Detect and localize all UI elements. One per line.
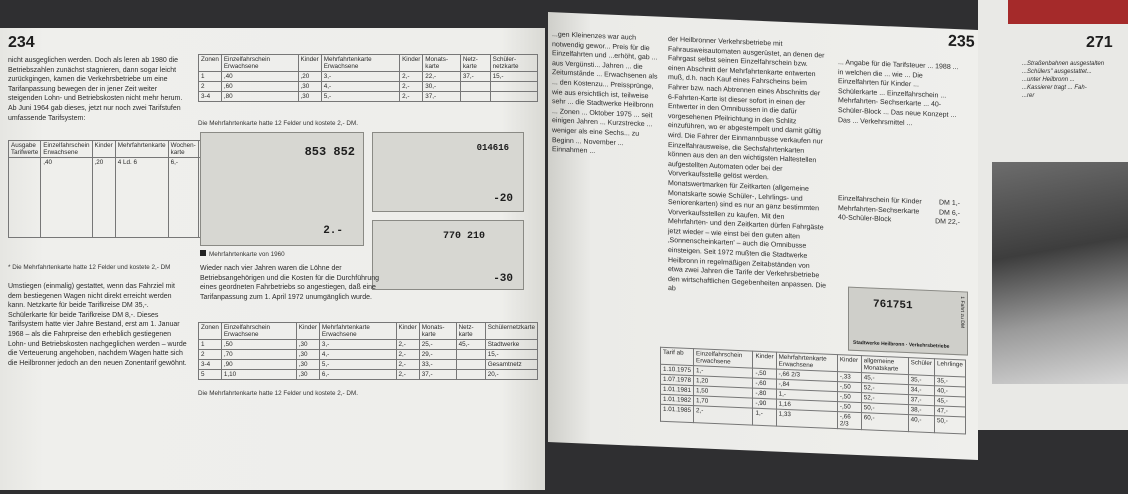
table-cell: ,20 bbox=[92, 158, 115, 238]
table-cell: 3,- bbox=[319, 340, 396, 350]
ticket-child-ride bbox=[372, 220, 524, 290]
col-header: Schüler bbox=[908, 358, 934, 376]
table-cell: 35,- bbox=[908, 375, 934, 386]
table-cell bbox=[490, 92, 537, 102]
table-cell bbox=[460, 82, 490, 92]
table-cell: 4 Ld. 6 bbox=[115, 158, 168, 238]
table-cell: 1,50 bbox=[694, 386, 753, 398]
ticket-single-ride bbox=[372, 132, 524, 212]
right-column-2-text: der Heilbronner Verkehrsbetriebe mit Fahrausweisautomaten ausgerüstet, an denen der Fahrgast selbst seinen Einzelfahrschein bzw. einen Abschnitt der Mehrfahrtenkarte entwerten muß, d.h. nach Kauf eines Fahrscheins beim Fahrer bzw. nach Abtrennen eines Abschnitts der 6-Fahrten-Karte ist dieser sofort in einen der Entwerter in den Omnibussen in die dafür vorgesehenen Pfeilrichtung in den Schlitz einzuführen, wo er abgestempelt und damit gültig wird. Die Fahrer der Einmannbusse verkaufen nur Einzelfahrausweise, die Sechsfahrtenkarten können aus den an den wichtigsten Haltestellen aufgestellten Automaten oder bei der Vorverkaufsstelle gelöst werden. Monatswertmarken für Zeitkarten (allgemeine Monatskarte sowie Schüler-, Lehrlings- und Seniorenkarten) sind es nur an ganz bestimmten Vorverkaufsstellen zu kaufen. Mit den Mehrfahrten- und den Zeitkarten dürfen Fahrgäste jetzt wieder – wie einst bei den guten alten ‚Sonnenscheinkarten' – auch die Omnibusse einsteigen. Seit 1972 mußten die Stadtwerke Heilbronn in regelmäßigen Zeitabständen von etwa zwei Jahren die Tarife der Verkehrsbetriebe den wirtschaftlichen Gegebenheiten anpassen. Die ab bbox=[668, 36, 826, 293]
red-photo-strip bbox=[1008, 0, 1128, 24]
col-header: Schüler-netzkarte bbox=[490, 55, 537, 72]
table-cell: 1 bbox=[199, 340, 222, 350]
price-label: Einzelfahrschein für Kinder bbox=[838, 195, 922, 206]
table-cell: 40,- bbox=[935, 386, 966, 397]
col-header: Kinder bbox=[298, 55, 321, 72]
table-cell: ,40 bbox=[221, 72, 298, 82]
right-book-page bbox=[548, 12, 978, 460]
table-cell: 1,10 bbox=[221, 370, 296, 380]
table-cell: -,50 bbox=[837, 402, 861, 413]
table-cell: 1.01.1985 bbox=[661, 404, 694, 422]
tariff-table-1968 bbox=[198, 54, 538, 102]
table-cell: Stadtwerke bbox=[485, 340, 537, 350]
table-cell bbox=[456, 360, 485, 370]
caption-line: ...unter Heilbronn ... bbox=[1022, 77, 1075, 83]
col-header: Wochen-karte bbox=[168, 141, 198, 158]
col-header: Einzelfahrschein Erwachsene bbox=[41, 141, 92, 158]
tariff-table-1975-1985 bbox=[660, 347, 966, 435]
ticket-serial-number: 770 210 bbox=[443, 231, 486, 242]
table-cell: 47,- bbox=[935, 406, 966, 417]
table-cell: 1.07.1978 bbox=[661, 374, 694, 385]
table-cell: 4,- bbox=[321, 82, 399, 92]
table-row bbox=[199, 340, 538, 350]
table-cell: 29,- bbox=[419, 350, 456, 360]
col-header: Zonen bbox=[199, 55, 222, 72]
right-column-1-text: ...gen Kleinenzes war auch notwendig gewor... Preis für die Einzelfahrten und ...erhöht, gab ... aus Vergünsti... Jahren ... die Zeitumstände ... Erwachsenen als ... den Kostenzu... Preissprünge, wie aus ersichtlich ist, teilweise sehr ... die Stadtwerke Heilbronn ... Zonen ... Oktober 1975 ... seit einigen Jahren ... Kurzstrecke ... weniger als eine Sechs... zu Beginn ... November ... Einnahmen ... bbox=[552, 31, 658, 156]
table-cell: 60,- bbox=[861, 413, 908, 432]
table-caption: Die Mehrfahrtenkarte hatte 12 Felder und kostete 2,- DM. bbox=[198, 120, 358, 127]
tariff-table-1972 bbox=[198, 322, 538, 380]
table-cell: 38,- bbox=[908, 405, 934, 416]
col-header: Mehrfahrtenkarte Erwachsene bbox=[776, 352, 837, 372]
table-row bbox=[199, 92, 538, 102]
table-cell: 3,- bbox=[321, 72, 399, 82]
table-cell: 3-4 bbox=[199, 92, 222, 102]
table-cell: 1,- bbox=[753, 408, 776, 426]
table-cell: 37,- bbox=[423, 92, 461, 102]
col-header: Mehrfahrtenkarte Erwachsene bbox=[321, 55, 399, 72]
ticket-caption bbox=[200, 250, 285, 258]
table-cell: 2,- bbox=[400, 72, 423, 82]
table-cell: 52,- bbox=[861, 383, 908, 395]
table-cell: ,30 bbox=[296, 350, 319, 360]
col-header: Kinder bbox=[92, 141, 115, 158]
table-cell: 5 bbox=[199, 370, 222, 380]
tram-conductor-photo bbox=[992, 162, 1128, 384]
table-cell: 40,- bbox=[908, 415, 934, 433]
ticket-price: 2.- bbox=[323, 225, 343, 237]
left-book-page bbox=[0, 28, 545, 490]
table-cell: 3-4 bbox=[199, 360, 222, 370]
col-header: Mehrfahrtenkarte bbox=[115, 141, 168, 158]
table-cell: 1,70 bbox=[694, 396, 753, 408]
ticket-1985 bbox=[848, 287, 968, 356]
ticket-serial-number: 761751 bbox=[873, 298, 913, 313]
table-cell bbox=[456, 350, 485, 360]
ticket-price: -30 bbox=[493, 273, 513, 285]
table-cell: 22,- bbox=[423, 72, 461, 82]
col-header: Ausgabe Tarifwerte bbox=[9, 141, 41, 158]
table-cell: 2 bbox=[199, 82, 222, 92]
table-cell: 2,- bbox=[400, 92, 423, 102]
table-cell: 1,33 bbox=[776, 409, 837, 429]
col-header: Kinder bbox=[753, 351, 776, 369]
table-cell: 1,16 bbox=[776, 399, 837, 412]
table-footnote: * Die Mehrfahrtenkarte hatte 12 Felder und kostete 2,- DM bbox=[8, 264, 171, 271]
table-cell: ,30 bbox=[298, 82, 321, 92]
price-label: Mehrfahrten-Sechserkarte bbox=[838, 204, 920, 216]
table-cell: Gesamtnetz bbox=[485, 360, 537, 370]
table-cell: 20,- bbox=[485, 370, 537, 380]
ticket-serial-number: 853 852 bbox=[304, 145, 355, 159]
caption-line: ...Schülers" ausgestattet... bbox=[1022, 69, 1092, 75]
table-cell: ,30 bbox=[296, 360, 319, 370]
page-number-back: 271 bbox=[1086, 34, 1113, 51]
table-cell: 37,- bbox=[908, 395, 934, 406]
col-header: Zonen bbox=[199, 323, 222, 340]
table-cell: 1,- bbox=[694, 366, 753, 378]
col-header: Einzelfahrschein Erwachsene bbox=[221, 323, 296, 340]
table-cell: 2,- bbox=[396, 340, 419, 350]
table-cell: 2,- bbox=[400, 82, 423, 92]
table-cell: -,33 bbox=[837, 372, 861, 383]
col-header: Monats-karte bbox=[419, 323, 456, 340]
table-cell: 50,- bbox=[935, 416, 966, 434]
table-cell: 35,- bbox=[935, 376, 966, 387]
price-value: DM 22,- bbox=[935, 218, 960, 227]
table-cell bbox=[456, 370, 485, 380]
ticket-caption-text: Mehrfahrtenkarte von 1960 bbox=[209, 251, 285, 258]
table-cell: ,90 bbox=[221, 360, 296, 370]
table-cell: ,50 bbox=[221, 340, 296, 350]
table-cell: ,30 bbox=[298, 92, 321, 102]
table-cell: 5,- bbox=[321, 92, 399, 102]
table-cell: 34,- bbox=[908, 385, 934, 396]
ticket-multi-ride-1960 bbox=[200, 132, 364, 246]
table-cell bbox=[9, 158, 41, 238]
table-cell: 1,- bbox=[776, 389, 837, 402]
ticket-price: -20 bbox=[493, 193, 513, 205]
col-header: allgemeine Monatskarte bbox=[861, 356, 908, 375]
page-number-left: 234 bbox=[8, 34, 35, 51]
caption-line: ...Kassierer tragt ... Fah- bbox=[1022, 85, 1087, 91]
table-cell: -,90 bbox=[753, 398, 776, 409]
table-cell: -,80 bbox=[753, 388, 776, 399]
table-cell: 2,- bbox=[396, 350, 419, 360]
right-column-3-text: ... Angabe für die Tarifsteuer ... 1988 ... in welchen die ... wie ... Die Einzelfahrten für Kinder ... Schülerkarte ... Einzelfahrschein ... Mehrfahrten- Sechserkarte ... 40-Schüler-Block ... Das neue Konzept ... Das ... Verkehrsmittel ... bbox=[838, 59, 959, 127]
table-cell: 2,- bbox=[694, 406, 753, 425]
table-cell: 1.01.1982 bbox=[661, 394, 694, 405]
table-row bbox=[199, 72, 538, 82]
table-cell: 6,- bbox=[168, 158, 198, 238]
table-row bbox=[199, 350, 538, 360]
tariff-table-1964 bbox=[8, 140, 227, 238]
back-book-page bbox=[978, 0, 1128, 430]
table-cell: 2,- bbox=[396, 370, 419, 380]
table-cell: 15,- bbox=[490, 72, 537, 82]
table-cell: 45,- bbox=[861, 373, 908, 385]
left-column-intro-text: nicht ausgeglichen werden. Doch als leren ab 1980 die Betriebszahlen zunächst stagnieren, dann sogar leicht zurückgingen, kamen die Verkehrsbetriebe um eine Tarifanpassung bewegen der in jener Zeit weiter steigenden Lohn- und Betriebskosten nicht mehr herum. Ab Juni 1964 gab dieses, jetzt nur noch zwei Tarifstufen umfassende Tarifsystem: bbox=[8, 57, 183, 122]
table-cell: 1.10.1975 bbox=[661, 364, 694, 375]
table-cell bbox=[490, 82, 537, 92]
col-header: Schülernetzkarte bbox=[485, 323, 537, 340]
ticket-side-label: 1 Fahrt zu DM bbox=[959, 296, 965, 329]
table-cell: ,30 bbox=[296, 340, 319, 350]
page-number-right: 235 bbox=[948, 32, 975, 51]
table-cell: 1.01.1981 bbox=[661, 384, 694, 395]
table-cell: -,60 bbox=[753, 378, 776, 389]
table-cell: -,84 bbox=[776, 379, 837, 392]
table-cell bbox=[460, 92, 490, 102]
table-cell: 4,- bbox=[319, 350, 396, 360]
price-label: 40-Schüler-Block bbox=[838, 214, 892, 224]
table-cell: ,60 bbox=[221, 82, 298, 92]
col-header: Kinder bbox=[396, 323, 419, 340]
ticket-company-label: Stadtwerke Heilbronn · Verkehrsbetriebe bbox=[853, 339, 950, 350]
table-cell: -,66 2/3 bbox=[776, 369, 837, 382]
table-cell: ,80 bbox=[221, 92, 298, 102]
table-cell: 37,- bbox=[419, 370, 456, 380]
table-cell: ,70 bbox=[221, 350, 296, 360]
table-cell: 50,- bbox=[861, 403, 908, 415]
col-header: Tarif ab bbox=[661, 347, 694, 365]
table-cell: 15,- bbox=[485, 350, 537, 360]
table-cell: -,66 2/3 bbox=[837, 412, 861, 430]
table-cell: ,30 bbox=[296, 370, 319, 380]
table-cell: -,50 bbox=[837, 382, 861, 393]
col-header: Kinder bbox=[400, 55, 423, 72]
table-cell: 2 bbox=[199, 350, 222, 360]
table-cell: 2,- bbox=[396, 360, 419, 370]
left-column-text-continued: Umstiegen (einmalig) gestattet, wenn das Fahrziel mit dem bestiegenen Wagen nicht direkt erreicht werden kann. Netzkarte für beide Tarifkreise DM 35,-. Schülerkarte für beide Tarifkreise DM 8,-. Dieses Tarifsystem hatte vier Jahre Bestand, erst am 1. Januar 1968 – als die Fahrpreise den erheblich gestiegenen Lohn- und Betriebskosten nachgeglichen werden – wurde die Verteuerung angehoben, nachdem Wagen hatte sich die Heilbronner jedoch an den neuen Zonentarif gewöhnt. bbox=[8, 283, 187, 367]
price-list bbox=[838, 194, 960, 228]
table-cell: 33,- bbox=[419, 360, 456, 370]
col-header: Kinder bbox=[837, 355, 861, 373]
table-cell: 45,- bbox=[935, 396, 966, 407]
col-header: Lehrlinge bbox=[935, 359, 966, 377]
table-cell: 30,- bbox=[423, 82, 461, 92]
table-cell: 5,- bbox=[319, 360, 396, 370]
caption-line: ...Straßenbahnen ausgestalten bbox=[1022, 61, 1105, 67]
price-value: DM 1,- bbox=[939, 199, 960, 208]
table-cell: -,50 bbox=[837, 392, 861, 403]
ticket-serial-number: 014616 bbox=[476, 143, 509, 153]
table-row bbox=[199, 82, 538, 92]
table-row bbox=[199, 370, 538, 380]
caption-marker-icon bbox=[200, 250, 206, 256]
col-header: Einzelfahrschein Erwachsene bbox=[221, 55, 298, 72]
table-cell: -,50 bbox=[753, 368, 776, 379]
caption-line: ...rer bbox=[1022, 93, 1035, 99]
table-cell: 52,- bbox=[861, 393, 908, 405]
table-caption: Die Mehrfahrtenkarte hatte 12 Felder und kostete 2,- DM. bbox=[198, 390, 358, 397]
col-header: Monats-karte bbox=[423, 55, 461, 72]
table-cell: 37,- bbox=[460, 72, 490, 82]
table-row bbox=[199, 360, 538, 370]
price-value: DM 6,- bbox=[939, 208, 960, 217]
col-header: Netz-karte bbox=[460, 55, 490, 72]
middle-column-text: Wieder nach vier Jahren waren die Löhne der Betriebsangehörigen und die Kosten für die Durchführung eines geordneten Fahrbetriebs so angestiegen, daß eine Tarifanpassung zum 1. April 1972 unumgänglich wurde. bbox=[200, 265, 380, 301]
table-cell: 1 bbox=[199, 72, 222, 82]
table-cell: 6,- bbox=[319, 370, 396, 380]
photo-caption bbox=[1022, 60, 1122, 100]
table-cell: 1,20 bbox=[694, 376, 753, 388]
table-cell: ,20 bbox=[298, 72, 321, 82]
col-header: Mehrfahrtenkarte Erwachsene bbox=[319, 323, 396, 340]
col-header: Netz-karte bbox=[456, 323, 485, 340]
table-cell: ,40 bbox=[41, 158, 92, 238]
table-cell: 25,- bbox=[419, 340, 456, 350]
table-cell: 45,- bbox=[456, 340, 485, 350]
col-header: Kinder bbox=[296, 323, 319, 340]
col-header: Einzelfahrschein Erwachsene bbox=[694, 349, 753, 368]
